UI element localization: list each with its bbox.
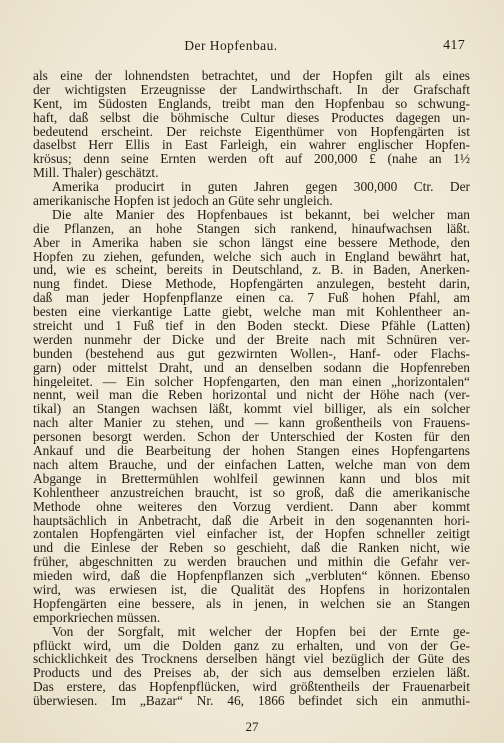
text-line: zontalen Hopfengärten viel einfacher ist, der Hopfen schneller zeitigt <box>33 527 470 542</box>
text-line: garn) oder mittelst Draht, und an denselben sodann die Hopfenreben <box>33 360 470 375</box>
text-line: hauptsächlich in Anbetracht, daß die Arbeit in den sogenannten hori- <box>33 513 470 528</box>
page-number: 417 <box>443 38 465 53</box>
text-line: nung findet. Diese Methode, Hopfengärten anzulegen, besteht darin, <box>33 277 470 292</box>
running-head-title: Der Hopfenbau. <box>184 38 278 53</box>
text-line: bedeutend erscheint. Der reichste Eigenthümer von Hopfengärten ist <box>33 124 470 139</box>
text-line: Hopfen zu ziehen, gefunden, welche sich auch in England bewährt hat, <box>33 249 470 264</box>
text-line: hingeleitet. — Ein solcher Hopfengarten, den man einen „horizontalen“ <box>33 374 470 389</box>
text-line: Kent, im Südosten Englands, treibt man den Hopfenbau so schwung- <box>33 96 470 111</box>
paragraph <box>33 69 470 180</box>
text-line: emporkriechen müssen. <box>33 610 161 625</box>
text-line: nennt, weil man die Reben horizontal und nicht der Höhe nach (ver- <box>33 388 470 403</box>
signature-mark: 27 <box>245 719 259 734</box>
text-line: besten eine vierkantige Latte giebt, welche man mit Kohlentheer an- <box>33 305 470 320</box>
text-line: und, wie es scheint, bereits in Deutschland, z. B. in Baden, Anerken- <box>33 263 470 278</box>
text-line: Abgange in Brettermühlen wohlfeil gewinnen kann und blos mit <box>33 471 470 486</box>
text-line: Kohlentheer anzustreichen braucht, ist so groß, daß die amerikanische <box>33 485 470 500</box>
paragraph <box>33 208 470 625</box>
paragraph <box>33 180 470 208</box>
paragraph <box>33 625 470 708</box>
text-line: haft, daß selbst die böhmische Cultur dieses Productes dagegen un- <box>33 110 470 125</box>
text-line: früher, abgeschnitten zu werden brauchen und mithin die Gefahr ver- <box>33 555 470 570</box>
text-line: werden nunmehr der Dicke und der Breite nach mit Schnüren ver- <box>33 332 470 347</box>
text-line: Ankauf und die Bearbeitung der hohen Stangen eines Hopfengartens <box>33 444 470 458</box>
text-line: Von der Sorgfalt, mit welcher der Hopfen bei der Ernte ge- <box>52 624 470 639</box>
text-line: Die alte Manier des Hopfenbaues ist bekannt, bei welcher man <box>52 207 470 222</box>
text-line: überwiesen. Im „Bazar“ Nr. 46, 1866 befindet sich ein anmuthi- <box>33 694 470 708</box>
text-line: pflückt wird, um die Dolden ganz zu erhalten, und von der Ge- <box>33 638 470 653</box>
text-line: wird, was erwiesen ist, die Qualität des Hopfens in horizontalen <box>33 582 470 597</box>
text-line: amerikanische Hopfen ist jedoch an Güte sehr ungleich. <box>33 194 333 208</box>
text-line: die Pflanzen, an hohe Stangen sich rankend, hinaufwachsen läßt. <box>33 221 470 236</box>
text-line: nach alter Manier zu stehen, und — kann großentheils von Frauens- <box>33 416 470 431</box>
text-line: Mill. Thaler) geschätzt. <box>33 166 159 181</box>
text-line: krösus; denn seine Ernten werden oft auf 200,000 £ (nahe an 1½ <box>33 152 470 167</box>
text-line: Amerika producirt in guten Jahren gegen 300,000 Ctr. Der <box>52 180 470 195</box>
text-line: personen besorgt werden. Schon der Unterschied der Kosten für den <box>33 430 470 445</box>
text-line: daß man jeder Hopfenpflanze einen ca. 7 Fuß hohen Pfahl, am <box>33 291 470 306</box>
text-line: streicht und 1 Fuß tief in den Boden steckt. Diese Pfähle (Latten) <box>33 319 470 333</box>
text-line: bunden (bestehend aus gut gezwirnten Wollen-, Hanf- oder Flachs- <box>33 346 470 361</box>
text-line: Methode ohne weiteres den Vorzug verdient. Dann aber kommt <box>33 499 470 514</box>
text-line: Aber in Amerika haben sie schon längst eine bessere Methode, den <box>33 235 470 250</box>
text-line: nach altem Brauche, und der einfachen Latten, welche man von dem <box>33 457 470 472</box>
text-line: mieden wird, daß die Hopfenpflanzen sich „verbluten“ können. Ebenso <box>33 569 470 583</box>
text-line: daselbst Herr Ellis in East Farleigh, ein wahrer englischer Hopfen- <box>33 138 470 153</box>
text-line: Das erstere, das Hopfenpflücken, wird größtentheils der Frauenarbeit <box>33 680 470 695</box>
text-line: und die Einlese der Reben so geschieht, daß die Ranken nicht, wie <box>33 541 470 556</box>
body-text <box>33 69 470 708</box>
text-line: schicklichkeit des Trocknens derselben hängt viel bezüglich der Güte des <box>33 652 470 667</box>
text-line: Products und des Preises ab, der sich aus demselben erzielen läßt. <box>33 666 470 681</box>
running-head <box>33 37 470 54</box>
text-line: der wichtigsten Erzeugnisse der Landwirthschaft. In der Grafschaft <box>33 82 470 97</box>
text-line: tikal) an Stangen wachsen läßt, kommt viel billiger, als ein solcher <box>33 402 470 417</box>
text-line: Hopfengärten eine bessere, als in jenen, in welchen sie an Stangen <box>33 596 470 611</box>
text-line: als eine der lohnendsten betrachtet, und der Hopfen gilt als eines <box>33 69 470 83</box>
